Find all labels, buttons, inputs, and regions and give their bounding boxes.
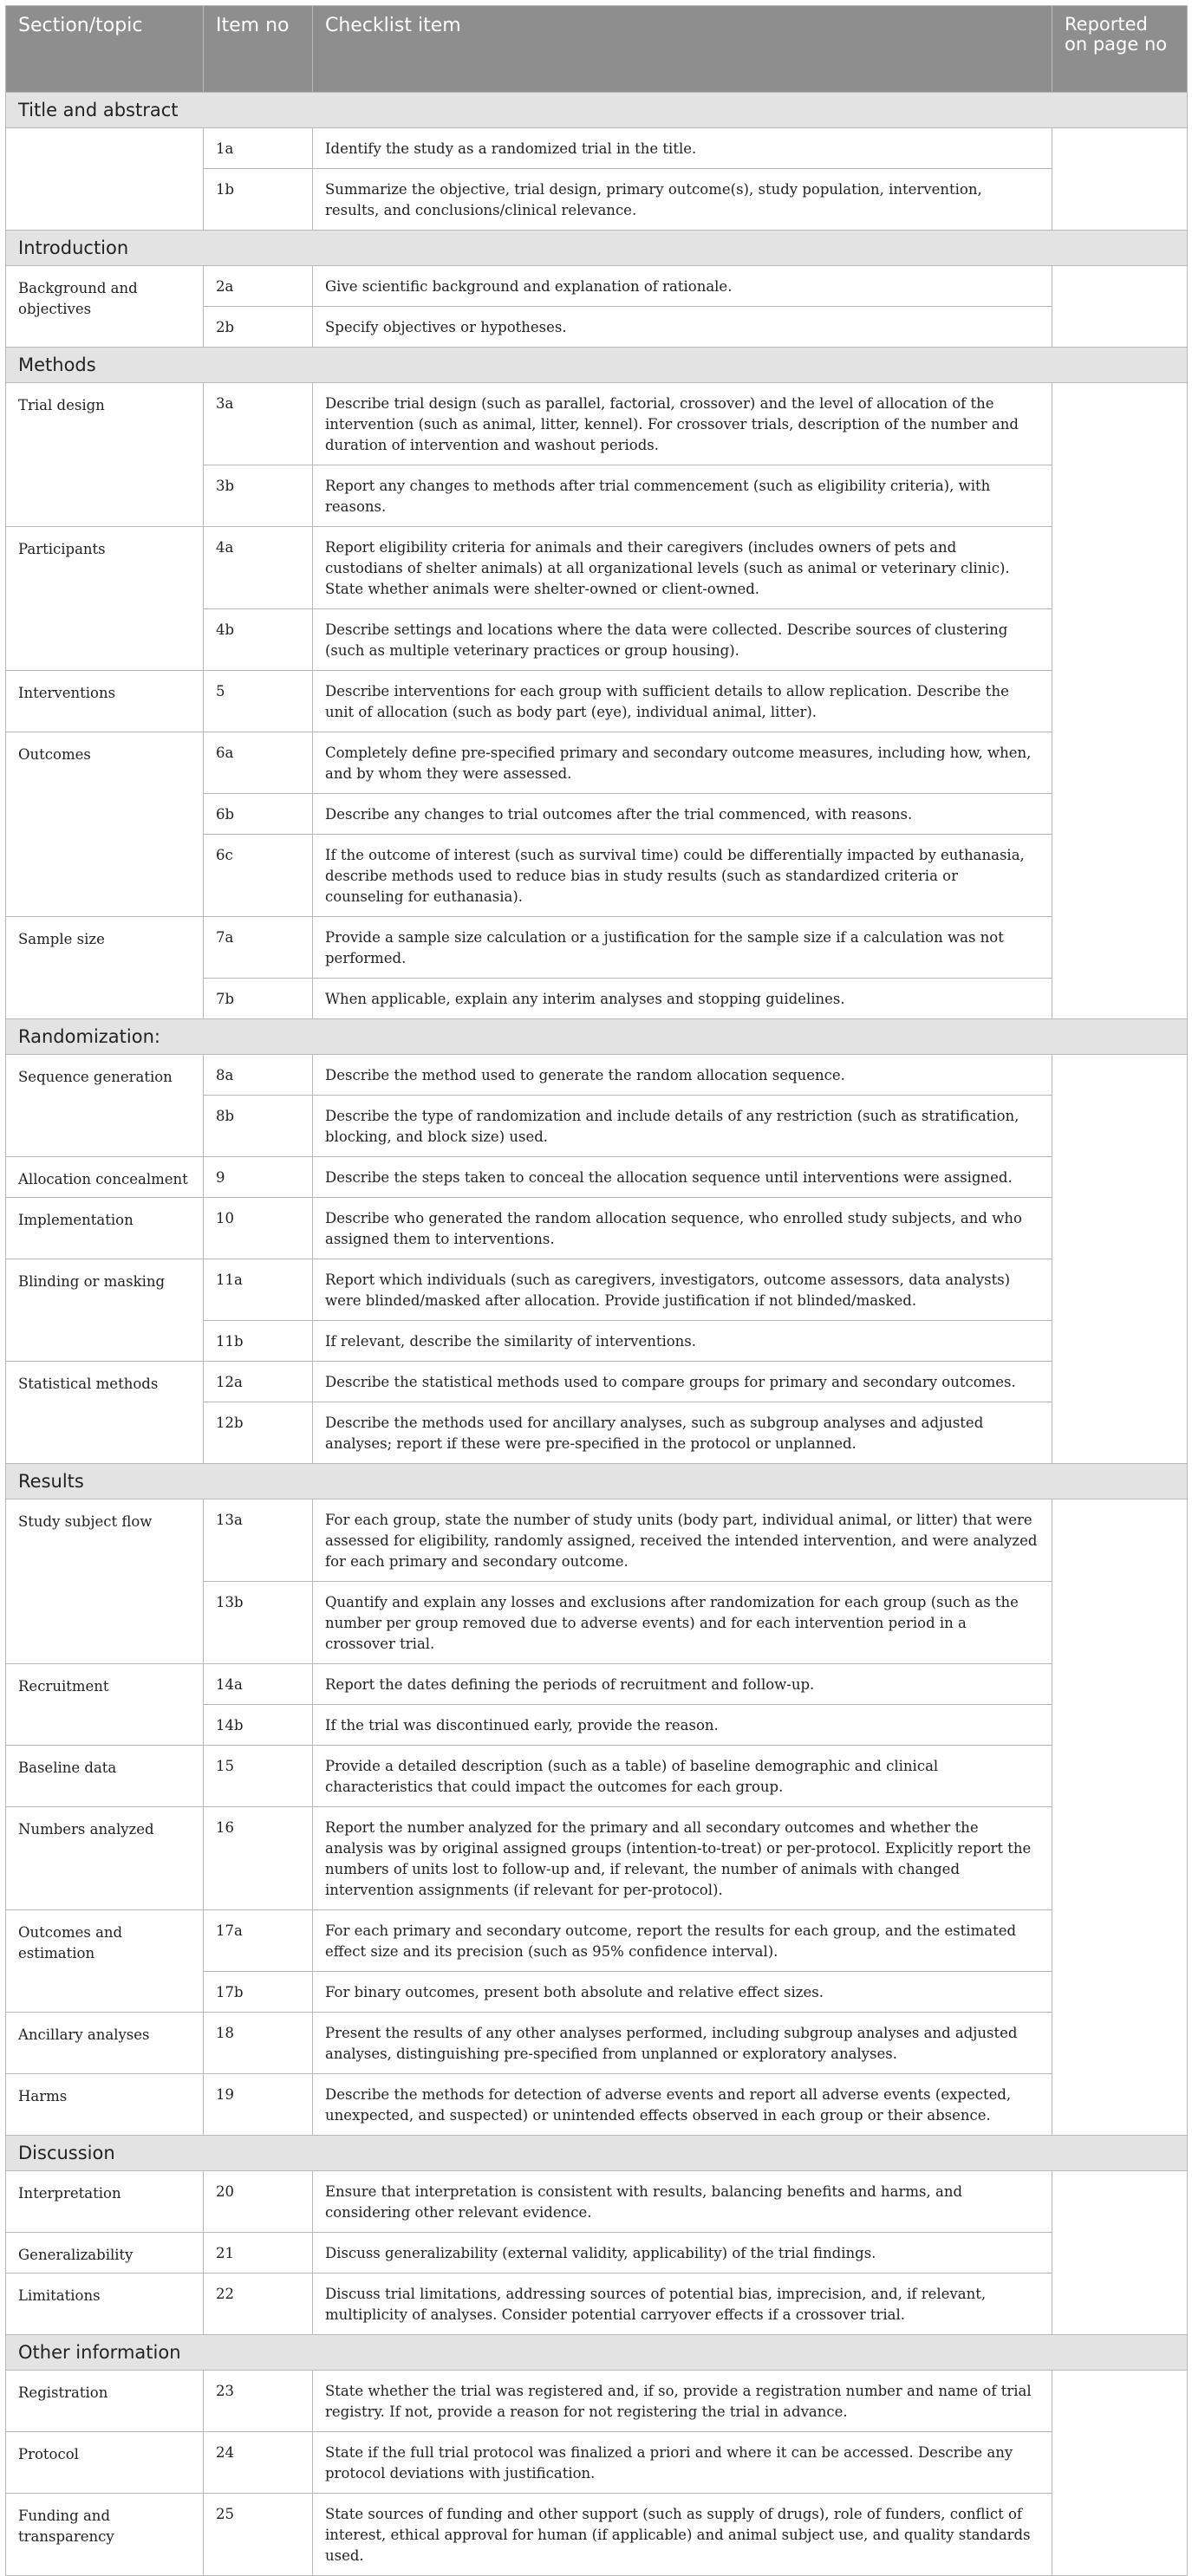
checklist-item-text: Describe the statistical methods used to compare groups for primary and secondary outcomes. [313,1362,1052,1402]
checklist-item-text: Specify objectives or hypotheses. [313,307,1052,348]
topic-cell: Background and objectives [6,266,204,348]
item-row [6,128,1188,169]
item-row [6,671,1188,732]
checklist-item-text: Completely define pre-specified primary and secondary outcome measures, including how, when, and by whom they were assessed. [313,732,1052,794]
section-row [6,2136,1188,2171]
checklist-item-text: Give scientific background and explanation of rationale. [313,266,1052,307]
checklist-item-text: Describe any changes to trial outcomes after the trial commenced, with reasons. [313,794,1052,835]
item-row [6,732,1188,794]
item-number: 12a [204,1362,313,1402]
item-number: 19 [204,2074,313,2136]
item-row [6,1499,1188,1582]
topic-cell: Sequence generation [6,1055,204,1157]
checklist-item-text: Describe the methods for detection of adverse events and report all adverse events (expected, unexpected, and suspected) or unintended effects observed in each group or their absence. [313,2074,1052,2136]
section-title: Introduction [6,231,1188,266]
topic-cell: Registration [6,2371,204,2432]
checklist-item-text: Report eligibility criteria for animals and their caregivers (includes owners of pets and custodians of shelter animals) at all organizational levels (such as animal or veterinary clinic). State whether animals were shelter-owned or client-owned. [313,527,1052,609]
item-row [6,2074,1188,2136]
item-row [6,1198,1188,1259]
checklist-item-text: Describe interventions for each group with sufficient details to allow replication. Describe the unit of allocation (such as body part (eye), individual animal, litter). [313,671,1052,732]
topic-cell: Recruitment [6,1664,204,1746]
item-row [6,1746,1188,1807]
section-title: Discussion [6,2136,1188,2171]
item-row [6,2233,1188,2274]
item-number: 5 [204,671,313,732]
checklist-item-text: Describe the type of randomization and include details of any restriction (such as stratification, blocking, and block size) used. [313,1096,1052,1157]
item-number: 3b [204,465,313,527]
item-number: 20 [204,2171,313,2233]
item-row [6,2274,1188,2335]
item-number: 6b [204,794,313,835]
reported-page-cell [1052,128,1188,231]
item-number: 17a [204,1910,313,1972]
section-row [6,1464,1188,1499]
item-number: 11a [204,1259,313,1321]
item-number: 1a [204,128,313,169]
checklist-item-text: Quantify and explain any losses and exclusions after randomization for each group (such as the number per group removed due to adverse events) and for each intervention period in a crossover trial. [313,1582,1052,1664]
section-title: Title and abstract [6,93,1188,128]
checklist-item-text: Provide a sample size calculation or a justification for the sample size if a calculation was not performed. [313,917,1052,979]
checklist-item-text: If relevant, describe the similarity of interventions. [313,1321,1052,1362]
item-number: 4a [204,527,313,609]
checklist-item-text: When applicable, explain any interim analyses and stopping guidelines. [313,979,1052,1019]
item-number: 22 [204,2274,313,2335]
checklist-item-text: Present the results of any other analyses performed, including subgroup analyses and adjusted analyses, distinguishing pre-specified from unplanned or exploratory analyses. [313,2013,1052,2074]
section-title: Randomization: [6,1019,1188,1055]
checklist-item-text: Describe the steps taken to conceal the allocation sequence until interventions were assigned. [313,1157,1052,1198]
topic-cell: Implementation [6,1198,204,1259]
topic-cell: Ancillary analyses [6,2013,204,2074]
item-row [6,383,1188,465]
topic-cell: Allocation concealment [6,1157,204,1198]
topic-cell: Participants [6,527,204,671]
item-number: 8a [204,1055,313,1096]
topic-cell: Limitations [6,2274,204,2335]
item-number: 11b [204,1321,313,1362]
topic-cell: Generalizability [6,2233,204,2274]
topic-cell: Interventions [6,671,204,732]
checklist-item-text: Describe the methods used for ancillary analyses, such as subgroup analyses and adjusted analyses; report if these were pre-specified in the protocol or unplanned. [313,1402,1052,1464]
checklist-item-text: Identify the study as a randomized trial in the title. [313,128,1052,169]
topic-cell: Outcomes and estimation [6,1910,204,2013]
topic-cell: Interpretation [6,2171,204,2233]
item-number: 2a [204,266,313,307]
checklist-item-text: Report any changes to methods after trial commencement (such as eligibility criteria), with reasons. [313,465,1052,527]
item-row [6,266,1188,307]
item-number: 6a [204,732,313,794]
checklist-item-text: State whether the trial was registered and, if so, provide a registration number and name of trial registry. If not, provide a reason for not registering the trial in advance. [313,2371,1052,2432]
section-title: Methods [6,348,1188,383]
item-number: 14a [204,1664,313,1705]
reported-page-cell [1052,2371,1188,2576]
checklist-item-text: Discuss trial limitations, addressing sources of potential bias, imprecision, and, if relevant, multiplicity of analyses. Consider potential carryover effects if a crossover trial. [313,2274,1052,2335]
item-row [6,2371,1188,2432]
checklist-item-text: State sources of funding and other support (such as supply of drugs), role of funders, conflict of interest, ethical approval for human (if applicable) and animal subject use, and quality standards used. [313,2494,1052,2576]
item-number: 13a [204,1499,313,1582]
checklist-item-text: Report the dates defining the periods of recruitment and follow-up. [313,1664,1052,1705]
item-row [6,1664,1188,1705]
item-row [6,527,1188,609]
checklist-item-text: Provide a detailed description (such as a table) of baseline demographic and clinical characteristics that could impact the outcomes for each group. [313,1746,1052,1807]
checklist-item-text: Report the number analyzed for the primary and all secondary outcomes and whether the analysis was by original assigned groups (intention-to-treat) or per-protocol. Explicitly report the numbers of units lost to follow-up and, if relevant, the number of animals with changed intervention assignments (if relevant for per-protocol). [313,1807,1052,1910]
checklist-body [6,93,1188,2576]
item-number: 1b [204,169,313,231]
item-row [6,1807,1188,1910]
reported-page-cell [1052,383,1188,1019]
topic-cell: Study subject flow [6,1499,204,1664]
item-number: 25 [204,2494,313,2576]
item-number: 23 [204,2371,313,2432]
header-item-no: Item no [204,6,313,93]
checklist-item-text: Ensure that interpretation is consistent with results, balancing benefits and harms, and considering other relevant evidence. [313,2171,1052,2233]
item-row [6,2494,1188,2576]
section-row [6,93,1188,128]
item-row [6,1362,1188,1402]
item-row [6,1055,1188,1096]
item-number: 9 [204,1157,313,1198]
item-number: 12b [204,1402,313,1464]
item-number: 13b [204,1582,313,1664]
item-number: 15 [204,1746,313,1807]
checklist-item-text: Describe the method used to generate the random allocation sequence. [313,1055,1052,1096]
item-number: 21 [204,2233,313,2274]
header-row [6,6,1188,93]
item-row [6,1259,1188,1321]
reported-page-cell [1052,2171,1188,2335]
item-number: 17b [204,1972,313,2013]
item-number: 7a [204,917,313,979]
item-number: 8b [204,1096,313,1157]
reported-page-cell [1052,1055,1188,1464]
section-row [6,2335,1188,2371]
topic-cell: Blinding or masking [6,1259,204,1362]
header-reported-page: Reported on page no [1052,6,1188,93]
checklist-item-text: State if the full trial protocol was finalized a priori and where it can be accessed. Describe any protocol deviations with justification. [313,2432,1052,2494]
checklist-document [5,5,1187,2576]
checklist-item-text: Describe settings and locations where the data were collected. Describe sources of clustering (such as multiple veterinary practices or group housing). [313,609,1052,671]
item-number: 18 [204,2013,313,2074]
reported-page-cell [1052,266,1188,348]
section-row [6,231,1188,266]
checklist-item-text: Discuss generalizability (external validity, applicability) of the trial findings. [313,2233,1052,2274]
topic-cell [6,128,204,231]
item-number: 3a [204,383,313,465]
topic-cell: Sample size [6,917,204,1019]
topic-cell: Numbers analyzed [6,1807,204,1910]
topic-cell: Harms [6,2074,204,2136]
checklist-item-text: Describe who generated the random allocation sequence, who enrolled study subjects, and who assigned them to interventions. [313,1198,1052,1259]
checklist-table [5,5,1188,2576]
header-checklist-item: Checklist item [313,6,1052,93]
reported-page-cell [1052,1499,1188,2136]
section-row [6,348,1188,383]
checklist-item-text: If the outcome of interest (such as survival time) could be differentially impacted by euthanasia, describe methods used to reduce bias in study results (such as standardized criteria or counseling for euthanasia). [313,835,1052,917]
topic-cell: Statistical methods [6,1362,204,1464]
item-number: 7b [204,979,313,1019]
checklist-item-text: For binary outcomes, present both absolute and relative effect sizes. [313,1972,1052,2013]
checklist-item-text: If the trial was discontinued early, provide the reason. [313,1705,1052,1746]
section-row [6,1019,1188,1055]
item-number: 16 [204,1807,313,1910]
header-section-topic: Section/topic [6,6,204,93]
topic-cell: Protocol [6,2432,204,2494]
topic-cell: Baseline data [6,1746,204,1807]
checklist-item-text: Summarize the objective, trial design, primary outcome(s), study population, intervention, results, and conclusions/clinical relevance. [313,169,1052,231]
topic-cell: Trial design [6,383,204,527]
topic-cell: Funding and transparency [6,2494,204,2576]
section-title: Results [6,1464,1188,1499]
item-row [6,1910,1188,1972]
item-row [6,2013,1188,2074]
item-number: 24 [204,2432,313,2494]
item-row [6,2432,1188,2494]
item-row [6,917,1188,979]
item-row [6,2171,1188,2233]
checklist-item-text: Describe trial design (such as parallel, factorial, crossover) and the level of allocation of the intervention (such as animal, litter, kennel). For crossover trials, description of the number and duration of intervention and washout periods. [313,383,1052,465]
item-number: 6c [204,835,313,917]
item-number: 14b [204,1705,313,1746]
item-number: 10 [204,1198,313,1259]
topic-cell: Outcomes [6,732,204,917]
checklist-item-text: For each group, state the number of study units (body part, individual animal, or litter) that were assessed for eligibility, randomly assigned, received the intended intervention, and were analyzed for each primary and secondary outcome. [313,1499,1052,1582]
item-row [6,1157,1188,1198]
item-number: 2b [204,307,313,348]
section-title: Other information [6,2335,1188,2371]
checklist-item-text: Report which individuals (such as caregivers, investigators, outcome assessors, data analysts) were blinded/masked after allocation. Provide justification if not blinded/masked. [313,1259,1052,1321]
item-number: 4b [204,609,313,671]
checklist-item-text: For each primary and secondary outcome, report the results for each group, and the estimated effect size and its precision (such as 95% confidence interval). [313,1910,1052,1972]
